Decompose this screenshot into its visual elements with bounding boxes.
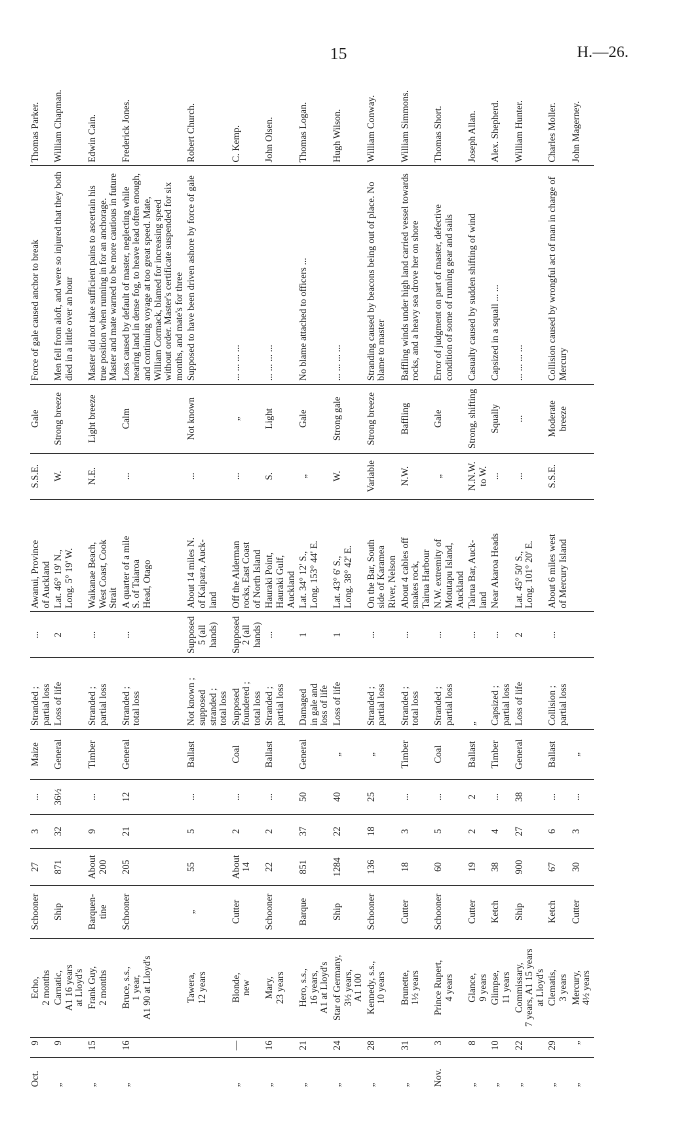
nature-cell: Capsized ; partial loss bbox=[490, 658, 513, 729]
page-number: 15 bbox=[330, 44, 347, 63]
tons-cell: 55 bbox=[186, 849, 230, 886]
cargo-cell: Timber bbox=[87, 729, 121, 780]
table-row bbox=[571, 60, 594, 1090]
master-cell: William Conway. bbox=[366, 60, 400, 166]
vessel-cell: Mary, 23 years bbox=[264, 938, 298, 1037]
passengers-cell: 25 bbox=[366, 780, 400, 814]
rotated-table-wrapper bbox=[30, 60, 645, 1090]
passengers-cell: 2 bbox=[467, 780, 490, 814]
month-cell: „ bbox=[86, 1082, 98, 1087]
day-cell: 3 bbox=[433, 1037, 467, 1058]
passengers-cell: ... bbox=[30, 780, 53, 814]
place-cell: Waikanae Beach, West Coast, Cook Strait bbox=[87, 499, 121, 612]
place-cell: About 4 cables off snakes rock, Tairua Harbour bbox=[400, 499, 434, 612]
cause-cell: Supposed to have been driven ashore by force of gale bbox=[186, 166, 230, 384]
wind-cell bbox=[571, 453, 594, 499]
month-cell: „ bbox=[120, 1082, 132, 1087]
month-cell: „ bbox=[467, 1082, 479, 1087]
nature-cell: Stranded ; partial loss bbox=[30, 658, 53, 729]
lives-lost-cell: ... bbox=[400, 612, 434, 658]
wind-cell: ... bbox=[121, 453, 187, 499]
force-cell: Not known bbox=[186, 384, 230, 453]
cause-cell: Baffling winds under high land carried vessel towards rocks, and a heavy sea drove her on shore bbox=[400, 166, 434, 384]
crew-cell: 2 bbox=[467, 814, 490, 848]
tons-cell: 19 bbox=[467, 849, 490, 886]
nature-cell: Collision ; partial loss bbox=[547, 658, 570, 729]
vessel-cell: Bruce, s.s., 1 year, A1 90 at Lloyd's bbox=[121, 938, 187, 1037]
cause-cell: ... ... ... ... bbox=[514, 166, 548, 384]
table-row bbox=[433, 60, 467, 1090]
master-cell: John Magerney. bbox=[571, 60, 594, 166]
month-cell: „ bbox=[570, 1082, 582, 1087]
lives-lost-cell: ... bbox=[121, 612, 187, 658]
vessel-cell: Brunette, 1½ years bbox=[400, 938, 434, 1037]
document-reference: H.—26. bbox=[577, 44, 629, 61]
nature-cell: Loss of life bbox=[332, 658, 366, 729]
month-cell: „ bbox=[332, 1082, 344, 1087]
day-cell: 16 bbox=[264, 1037, 298, 1058]
table-row bbox=[264, 60, 298, 1090]
day-cell: 16 bbox=[121, 1037, 187, 1058]
master-cell: Joseph Allan. bbox=[467, 60, 490, 166]
cargo-cell: Coal bbox=[433, 729, 467, 780]
nature-cell: Stranded ; total loss bbox=[121, 658, 187, 729]
crew-cell: 3 bbox=[571, 814, 594, 848]
cargo-cell: „ bbox=[366, 729, 400, 780]
vessel-cell: Glance, 9 years bbox=[467, 938, 490, 1037]
crew-cell: 27 bbox=[514, 814, 548, 848]
crew-cell: 2 bbox=[264, 814, 298, 848]
lives-lost-cell: ... bbox=[467, 612, 490, 658]
cause-cell: Men fell from aloft, and were so injured that they both died in a little over an hour bbox=[53, 166, 87, 384]
force-cell: ... bbox=[514, 384, 548, 453]
cargo-cell: General bbox=[121, 729, 187, 780]
month-cell: „ bbox=[513, 1082, 525, 1087]
tons-cell: 30 bbox=[571, 849, 594, 886]
table-row bbox=[30, 60, 53, 1090]
day-cell: 8 bbox=[467, 1037, 490, 1058]
rig-cell: Cutter bbox=[231, 885, 265, 938]
master-cell: Alex. Shepherd. bbox=[490, 60, 513, 166]
day-cell: 21 bbox=[298, 1037, 332, 1058]
rig-cell: Schooner bbox=[121, 885, 187, 938]
place-cell: Lat. 43° 6' S., Long. 38° 42' E. bbox=[332, 499, 366, 612]
month-cell: „ bbox=[230, 1082, 242, 1087]
place-cell: Off the Alderman rocks, East Coast of North Island bbox=[231, 499, 265, 612]
place-cell: Lat. 34° 12' S., Long. 153° 44' E. bbox=[298, 499, 332, 612]
crew-cell: 37 bbox=[298, 814, 332, 848]
vessel-cell: Frank Guy, 2 months bbox=[87, 938, 121, 1037]
place-cell: Hauraki Point, Hauraki Gulf, Auckland bbox=[264, 499, 298, 612]
passengers-cell: 36½ bbox=[53, 780, 87, 814]
force-cell: Squally bbox=[490, 384, 513, 453]
wind-cell: N.W. bbox=[400, 453, 434, 499]
cause-cell bbox=[571, 166, 594, 384]
passengers-cell: ... bbox=[490, 780, 513, 814]
rig-cell: Cutter bbox=[400, 885, 434, 938]
place-cell bbox=[571, 499, 594, 612]
vessel-cell: Star of Germany, 3½ years, A1 100 bbox=[332, 938, 366, 1037]
passengers-cell: 38 bbox=[514, 780, 548, 814]
master-cell: Charles Moller. bbox=[547, 60, 570, 166]
place-cell: Lat. 45° 50' S., Long. 101° 20' E. bbox=[514, 499, 548, 612]
force-cell: Moderate breeze bbox=[547, 384, 570, 453]
passengers-cell: 40 bbox=[332, 780, 366, 814]
place-cell: Tairua Bar, Auck- land bbox=[467, 499, 490, 612]
force-cell bbox=[571, 384, 594, 453]
table-body bbox=[30, 60, 594, 1090]
lives-lost-cell: 2 bbox=[53, 612, 87, 658]
rig-cell: Ship bbox=[332, 885, 366, 938]
day-cell: 9 bbox=[30, 1037, 53, 1058]
wind-cell: W. bbox=[53, 453, 87, 499]
table-row bbox=[514, 60, 548, 1090]
master-cell: William Hunter. bbox=[514, 60, 548, 166]
tons-cell: 136 bbox=[366, 849, 400, 886]
force-cell: Light bbox=[264, 384, 298, 453]
month-cell: Oct. bbox=[30, 1070, 41, 1087]
master-cell: John Olsen. bbox=[264, 60, 298, 166]
crew-cell: 6 bbox=[547, 814, 570, 848]
lives-lost-cell: ... bbox=[547, 612, 570, 658]
crew-cell: 18 bbox=[366, 814, 400, 848]
table-row bbox=[298, 60, 332, 1090]
nature-cell: Damaged in gale and loss of life bbox=[298, 658, 332, 729]
rig-cell: Schooner bbox=[366, 885, 400, 938]
tons-cell: 60 bbox=[433, 849, 467, 886]
month-cell: Nov. bbox=[433, 1068, 445, 1087]
month-cell: „ bbox=[490, 1082, 502, 1087]
tons-cell: About 200 bbox=[87, 849, 121, 886]
cause-cell: Master did not take sufficient pains to ascertain his true position when running in for an anchorage. Master and mate warned to be more cautious in future bbox=[87, 166, 121, 384]
wind-cell: S. bbox=[264, 453, 298, 499]
vessel-cell: Echo, 2 months bbox=[30, 938, 53, 1037]
crew-cell: 5 bbox=[433, 814, 467, 848]
cause-cell: Error of judgment on part of master, defective condition of some of running gear and sails bbox=[433, 166, 467, 384]
place-cell: Awanui, Province of Auckland bbox=[30, 499, 53, 612]
wind-cell: W. bbox=[332, 453, 366, 499]
crew-cell: 22 bbox=[332, 814, 366, 848]
master-cell: Frederick Jones. bbox=[121, 60, 187, 166]
rig-cell: Cutter bbox=[571, 885, 594, 938]
passengers-cell: ... bbox=[186, 780, 230, 814]
vessel-cell: Prince Rupert, 4 years bbox=[433, 938, 467, 1037]
lives-lost-cell: 1 bbox=[298, 612, 332, 658]
day-cell: 22 bbox=[514, 1037, 548, 1058]
lives-lost-cell: Supposed 5 (all hands) bbox=[186, 612, 230, 658]
passengers-cell: ... bbox=[231, 780, 265, 814]
tons-cell: 22 bbox=[264, 849, 298, 886]
master-cell: Thomas Short. bbox=[433, 60, 467, 166]
day-cell: — bbox=[231, 1037, 265, 1058]
force-cell: Gale bbox=[298, 384, 332, 453]
nature-cell: Stranded ; total loss bbox=[400, 658, 434, 729]
crew-cell: 9 bbox=[87, 814, 121, 848]
crew-cell: 4 bbox=[490, 814, 513, 848]
nature-cell bbox=[571, 658, 594, 729]
crew-cell: 2 bbox=[231, 814, 265, 848]
vessel-cell: Kennedy, s.s., 10 years bbox=[366, 938, 400, 1037]
table-row bbox=[121, 60, 187, 1090]
table-row bbox=[490, 60, 513, 1090]
nature-cell: Supposed foundered ; total loss bbox=[231, 658, 265, 729]
cargo-cell: General bbox=[53, 729, 87, 780]
day-cell: 10 bbox=[490, 1037, 513, 1058]
place-cell: Near Akaroa Heads bbox=[490, 499, 513, 612]
tons-cell: 18 bbox=[400, 849, 434, 886]
vessel-cell: Clematis, 3 years bbox=[547, 938, 570, 1037]
vessel-cell: Tawera, 12 years bbox=[186, 938, 230, 1037]
wind-cell: ... bbox=[186, 453, 230, 499]
lives-lost-cell: ... bbox=[30, 612, 53, 658]
cause-cell: Casualty caused by sudden shifting of wind bbox=[467, 166, 490, 384]
cause-cell: Force of gale caused anchor to break bbox=[30, 166, 53, 384]
passengers-cell: ... bbox=[571, 780, 594, 814]
day-cell: 24 bbox=[332, 1037, 366, 1058]
rig-cell: Ketch bbox=[547, 885, 570, 938]
lives-lost-cell: ... bbox=[433, 612, 467, 658]
place-cell: Lat. 46° 19' N., Long. 5° 19' W. bbox=[53, 499, 87, 612]
force-cell: Strong breeze bbox=[53, 384, 87, 453]
place-cell: About 6 miles west of Mercury Island bbox=[547, 499, 570, 612]
table-row bbox=[547, 60, 570, 1090]
vessel-cell: Hero, s.s., 16 years, A1 at Lloyd's bbox=[298, 938, 332, 1037]
tons-cell: About 14 bbox=[231, 849, 265, 886]
month-cell: „ bbox=[53, 1082, 65, 1087]
lives-lost-cell: ... bbox=[490, 612, 513, 658]
cargo-cell: Coal bbox=[231, 729, 265, 780]
cause-cell: No blame attached to officers ... bbox=[298, 166, 332, 384]
nature-cell: Not known ; supposed stranded ; total loss bbox=[186, 658, 230, 729]
nature-cell: Stranded ; partial loss bbox=[87, 658, 121, 729]
tons-cell: 851 bbox=[298, 849, 332, 886]
cause-cell: ... ... ... ... bbox=[231, 166, 265, 384]
passengers-cell: ... bbox=[433, 780, 467, 814]
cargo-cell: Ballast bbox=[264, 729, 298, 780]
table-row bbox=[186, 60, 230, 1090]
cause-cell: Loss caused by default of master, neglecting while nearing land in dense fog, to heave lead often enough, and continuing voyage at too great speed. Mate, William Cormack, blamed for increasing speed without order. Master's certificate suspended for six months, and mate's for three bbox=[121, 166, 187, 384]
day-cell: 31 bbox=[400, 1037, 434, 1058]
month-cell: „ bbox=[547, 1082, 559, 1087]
rig-cell: Schooner bbox=[433, 885, 467, 938]
passengers-cell: 50 bbox=[298, 780, 332, 814]
master-cell: Robert Church. bbox=[186, 60, 230, 166]
lives-lost-cell: ... bbox=[87, 612, 121, 658]
month-cell: „ bbox=[298, 1082, 310, 1087]
place-cell: A quarter of a mile S. of Taiaroa Head, Otago bbox=[121, 499, 187, 612]
wind-cell: „ bbox=[298, 453, 332, 499]
master-cell: William Simmons. bbox=[400, 60, 434, 166]
cargo-cell: „ bbox=[571, 729, 594, 780]
month-cell: „ bbox=[264, 1082, 276, 1087]
master-cell: Edwin Cain. bbox=[87, 60, 121, 166]
day-cell: 15 bbox=[87, 1037, 121, 1058]
cargo-cell: Maize bbox=[30, 729, 53, 780]
lives-lost-cell: 2 bbox=[514, 612, 548, 658]
rig-cell: Barquen- tine bbox=[87, 885, 121, 938]
wind-cell: ... bbox=[514, 453, 548, 499]
tons-cell: 38 bbox=[490, 849, 513, 886]
nature-cell: Stranded ; partial loss bbox=[433, 658, 467, 729]
wind-cell: S.S.E. bbox=[30, 453, 53, 499]
passengers-cell: ... bbox=[547, 780, 570, 814]
nature-cell: Stranded ; partial loss bbox=[264, 658, 298, 729]
force-cell: Strong, shifting bbox=[467, 384, 490, 453]
cargo-cell: Timber bbox=[400, 729, 434, 780]
master-cell: C. Kemp. bbox=[231, 60, 265, 166]
cause-cell: Stranding caused by beacons being out of place. No blame to master bbox=[366, 166, 400, 384]
place-cell: About 14 miles N. of Kaipara, Auck- land bbox=[186, 499, 230, 612]
force-cell: Gale bbox=[30, 384, 53, 453]
force-cell: Strong gale bbox=[332, 384, 366, 453]
master-cell: Hugh Wilson. bbox=[332, 60, 366, 166]
rig-cell: Ship bbox=[53, 885, 87, 938]
lives-lost-cell: ... bbox=[264, 612, 298, 658]
wind-cell: ... bbox=[490, 453, 513, 499]
vessel-cell: Mercury, 4½ years bbox=[571, 938, 594, 1037]
cause-cell: Capsized in a squall ... ... bbox=[490, 166, 513, 384]
lives-lost-cell: ... bbox=[366, 612, 400, 658]
lives-lost-cell: Supposed 2 (all hands) bbox=[231, 612, 265, 658]
rig-cell: Ship bbox=[514, 885, 548, 938]
nature-cell: Loss of life bbox=[53, 658, 87, 729]
day-cell bbox=[186, 1037, 230, 1058]
wind-cell: S.S.E. bbox=[547, 453, 570, 499]
month-cell: „ bbox=[365, 1082, 377, 1087]
cause-cell: ... ... ... ... bbox=[264, 166, 298, 384]
cargo-cell: „ bbox=[332, 729, 366, 780]
table-row bbox=[87, 60, 121, 1090]
cargo-cell: Ballast bbox=[547, 729, 570, 780]
tons-cell: 1284 bbox=[332, 849, 366, 886]
rig-cell: Ketch bbox=[490, 885, 513, 938]
force-cell: Baffling bbox=[400, 384, 434, 453]
lives-lost-cell: 1 bbox=[332, 612, 366, 658]
crew-cell: 5 bbox=[186, 814, 230, 848]
passengers-cell: ... bbox=[264, 780, 298, 814]
month-cell: „ bbox=[399, 1082, 411, 1087]
wind-cell: Variable bbox=[366, 453, 400, 499]
table-row bbox=[366, 60, 400, 1090]
rig-cell: Cutter bbox=[467, 885, 490, 938]
force-cell: Calm bbox=[121, 384, 187, 453]
force-cell: Strong breeze bbox=[366, 384, 400, 453]
cargo-cell: Ballast bbox=[186, 729, 230, 780]
passengers-cell: ... bbox=[400, 780, 434, 814]
crew-cell: 32 bbox=[53, 814, 87, 848]
vessel-cell: Glimpse, 11 years bbox=[490, 938, 513, 1037]
crew-cell: 21 bbox=[121, 814, 187, 848]
rig-cell: Schooner bbox=[264, 885, 298, 938]
passengers-cell: ... bbox=[87, 780, 121, 814]
rig-cell: Schooner bbox=[30, 885, 53, 938]
crew-cell: 3 bbox=[400, 814, 434, 848]
cargo-cell: Timber bbox=[490, 729, 513, 780]
wind-cell: N.E. bbox=[87, 453, 121, 499]
passengers-cell: 12 bbox=[121, 780, 187, 814]
nature-cell: Stranded ; partial loss bbox=[366, 658, 400, 729]
nature-cell: Loss of life bbox=[514, 658, 548, 729]
crew-cell: 3 bbox=[30, 814, 53, 848]
wind-cell: N.N.W. to W. bbox=[467, 453, 490, 499]
master-cell: Thomas Logan. bbox=[298, 60, 332, 166]
day-cell: 29 bbox=[547, 1037, 570, 1058]
master-cell: William Chapman. bbox=[53, 60, 87, 166]
rig-cell: „ bbox=[186, 885, 230, 938]
table-row bbox=[332, 60, 366, 1090]
cargo-cell: General bbox=[514, 729, 548, 780]
month-cell bbox=[186, 1058, 230, 1090]
cause-cell: ... ... ... ... bbox=[332, 166, 366, 384]
lives-lost-cell bbox=[571, 612, 594, 658]
wind-cell: „ bbox=[433, 453, 467, 499]
place-cell: On the Bar, South side of Karamea River, Nelson bbox=[366, 499, 400, 612]
wind-cell: ... bbox=[231, 453, 265, 499]
force-cell: Gale bbox=[433, 384, 467, 453]
force-cell: „ bbox=[231, 384, 265, 453]
tons-cell: 67 bbox=[547, 849, 570, 886]
vessel-cell: Blonde, new bbox=[231, 938, 265, 1037]
table-row bbox=[467, 60, 490, 1090]
force-cell: Light breeze bbox=[87, 384, 121, 453]
tons-cell: 871 bbox=[53, 849, 87, 886]
vessel-cell: Carnatic, A1 16 years at Lloyd's bbox=[53, 938, 87, 1037]
place-cell: N.W. extremity of Motutapu Island, Auckland bbox=[433, 499, 467, 612]
nature-cell: „ bbox=[467, 658, 490, 729]
vessel-cell: Commissary, 7 years, A1 15 years at Lloyd's bbox=[514, 938, 548, 1037]
table-row bbox=[231, 60, 265, 1090]
day-cell: „ bbox=[571, 1037, 594, 1058]
cargo-cell: General bbox=[298, 729, 332, 780]
day-cell: 9 bbox=[53, 1037, 87, 1058]
tons-cell: 900 bbox=[514, 849, 548, 886]
master-cell: Thomas Parker. bbox=[30, 60, 53, 166]
cargo-cell: Ballast bbox=[467, 729, 490, 780]
casualty-table bbox=[30, 60, 594, 1090]
cause-cell: Collision caused by wrongful act of man in charge of Mercury bbox=[547, 166, 570, 384]
day-cell: 28 bbox=[366, 1037, 400, 1058]
tons-cell: 27 bbox=[30, 849, 53, 886]
tons-cell: 205 bbox=[121, 849, 187, 886]
table-row bbox=[400, 60, 434, 1090]
rig-cell: Barque bbox=[298, 885, 332, 938]
table-row bbox=[53, 60, 87, 1090]
